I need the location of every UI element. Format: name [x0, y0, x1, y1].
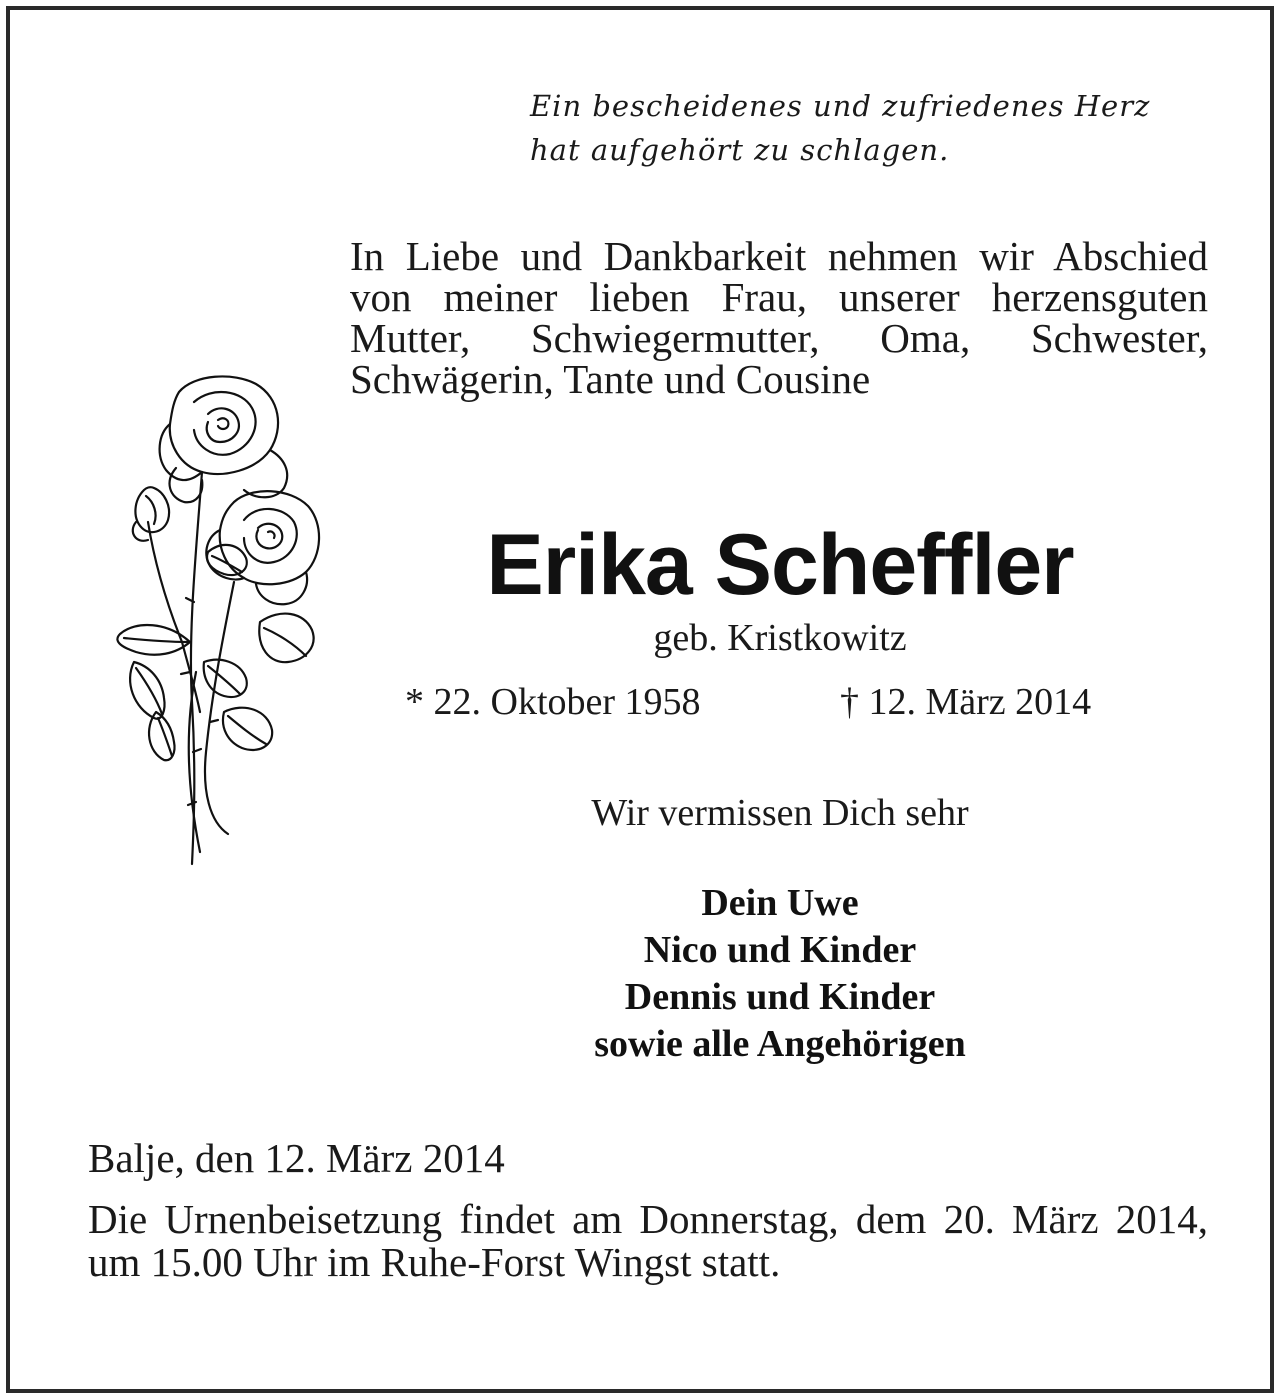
birth-name: geb. Kristkowitz: [653, 617, 907, 659]
motto-quote: [530, 84, 1230, 172]
death-date: † 12. März 2014: [840, 681, 1092, 723]
motto-line-1: Ein bescheidenes und zufriedenes Herz: [530, 89, 1151, 123]
mourner-item: sowie alle Angehörigen: [594, 1023, 966, 1065]
intro-text: In Liebe und Dankbarkeit nehmen wir Abschied von meiner lieben Frau, unserer herzensguten Mutter, Schwiegermutter, Oma, Schwester, Schwägerin, Tante und Cousine: [350, 233, 1208, 402]
motto-line-2: hat aufgehört zu schlagen.: [530, 133, 950, 167]
mourner-item: Dennis und Kinder: [624, 976, 936, 1018]
funeral-notice: Die Urnenbeisetzung findet am Donnerstag, dem 20. März 2014, um 15.00 Uhr im Ruhe-Forst Wingst statt.: [88, 1196, 1208, 1285]
mourners-list: [390, 880, 1170, 1068]
deceased-name: Erika Scheffler: [486, 517, 1074, 613]
life-dates: [390, 676, 1170, 728]
closing-phrase: Wir vermissen Dich sehr: [591, 792, 969, 834]
roses-icon: [84, 372, 334, 872]
place-and-date: Balje, den 12. März 2014: [88, 1135, 505, 1181]
mourner-item: Dein Uwe: [701, 882, 859, 924]
mourner-item: Nico und Kinder: [643, 929, 917, 971]
obituary-notice: [6, 6, 1274, 1393]
birth-date: * 22. Oktober 1958: [405, 681, 701, 723]
